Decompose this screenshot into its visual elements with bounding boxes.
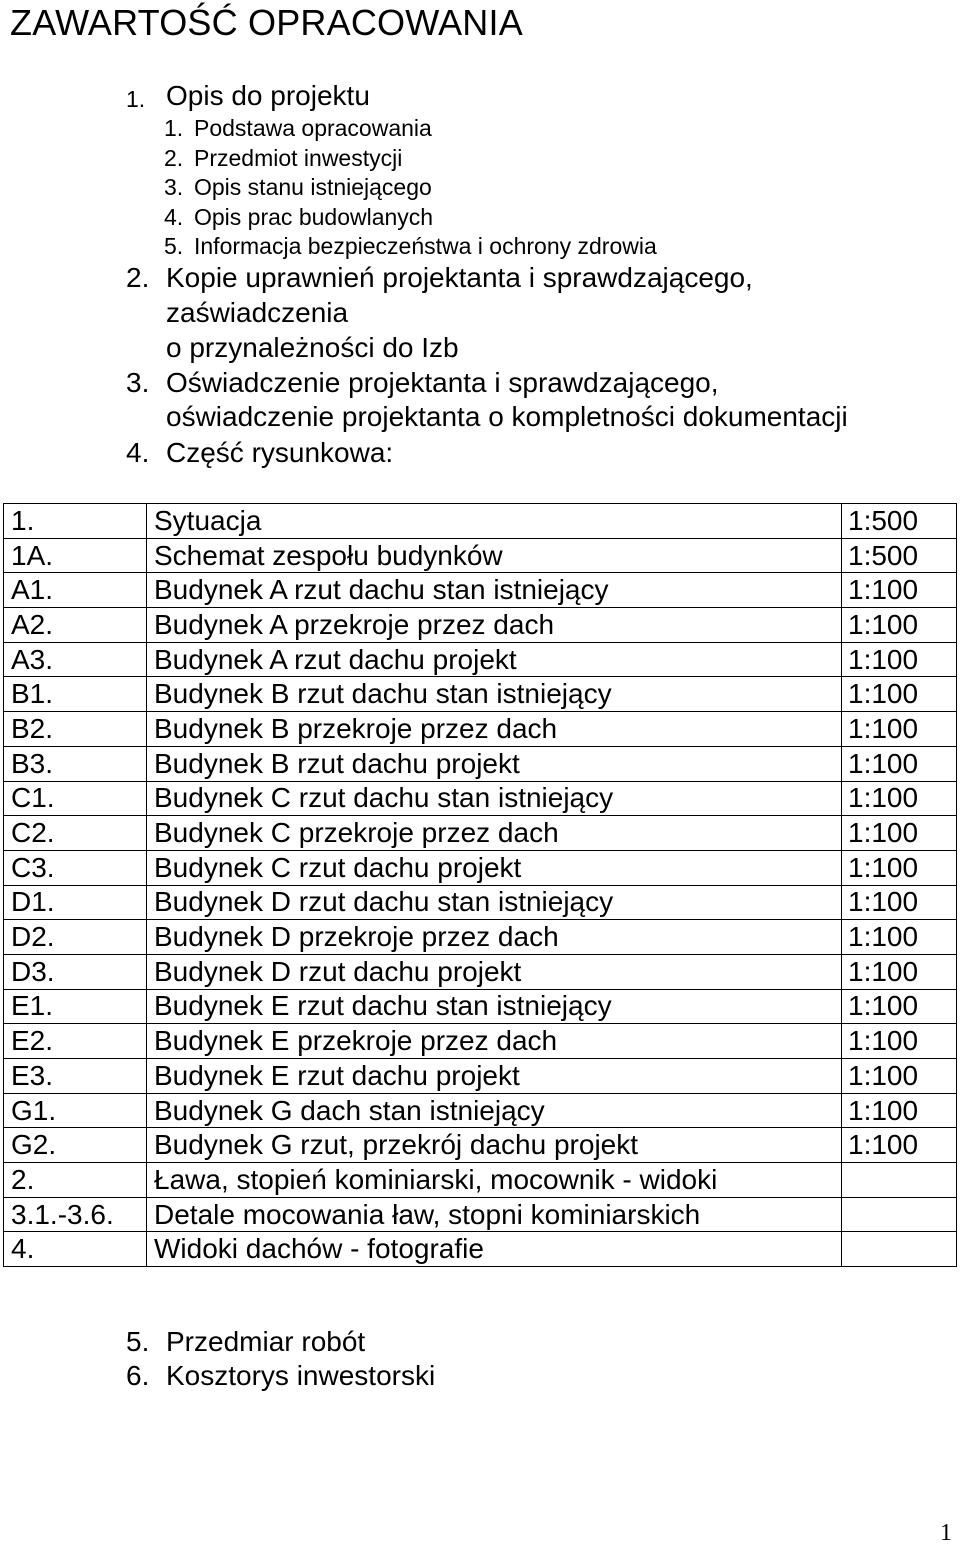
subitem-number: 2.	[164, 145, 184, 171]
item-label: Przedmiar robót	[166, 1326, 366, 1357]
item-label: Opis do projektu	[166, 80, 370, 111]
drawing-name-cell: Schemat zespołu budynków	[147, 538, 842, 573]
item-line: Oświadczenie projektanta i sprawdzającego,	[166, 367, 719, 398]
subitem-number: 5.	[164, 233, 184, 259]
drawing-scale-cell: 1:100	[842, 816, 957, 851]
drawing-row	[4, 1128, 957, 1163]
drawing-number-cell: E1.	[4, 989, 147, 1024]
page-number: 1	[940, 1520, 952, 1546]
drawing-number-cell: D2.	[4, 920, 147, 955]
drawings-table-body	[4, 504, 957, 1267]
drawing-row	[4, 712, 957, 747]
drawing-number-cell: B2.	[4, 712, 147, 747]
drawing-scale-cell: 1:100	[842, 1059, 957, 1094]
subitem-number: 4.	[164, 204, 184, 230]
drawing-number-cell: 4.	[4, 1232, 147, 1267]
drawing-row	[4, 920, 957, 955]
drawing-scale-cell: 1:100	[842, 920, 957, 955]
drawing-row	[4, 954, 957, 989]
item-label: Kosztorys inwestorski	[166, 1360, 436, 1391]
item-number: 2.	[126, 262, 150, 293]
drawing-scale-cell: 1:100	[842, 642, 957, 677]
drawing-number-cell: B1.	[4, 677, 147, 712]
drawing-name-cell: Budynek A rzut dachu stan istniejący	[147, 573, 842, 608]
drawing-number-cell: 3.1.-3.6.	[4, 1197, 147, 1232]
item-line: oświadczenie projektanta o kompletności dokumentacji	[166, 401, 848, 432]
drawing-scale-cell: 1:100	[842, 850, 957, 885]
drawing-scale-cell	[842, 1197, 957, 1232]
drawing-row	[4, 1232, 957, 1267]
drawing-scale-cell: 1:100	[842, 608, 957, 643]
item-number: 3.	[126, 367, 150, 398]
drawing-number-cell: A2.	[4, 608, 147, 643]
drawing-name-cell: Budynek C przekroje przez dach	[147, 816, 842, 851]
drawing-name-cell: Budynek C rzut dachu projekt	[147, 850, 842, 885]
drawing-row	[4, 677, 957, 712]
drawing-row	[4, 642, 957, 677]
drawing-row	[4, 885, 957, 920]
subitem-number: 1.	[164, 115, 184, 141]
drawing-name-cell: Budynek A rzut dachu projekt	[147, 642, 842, 677]
drawing-name-cell: Ława, stopień kominiarski, mocownik - widoki	[147, 1163, 842, 1198]
drawing-scale-cell: 1:500	[842, 504, 957, 539]
drawing-row	[4, 1059, 957, 1094]
drawing-number-cell: C3.	[4, 850, 147, 885]
drawing-scale-cell: 1:500	[842, 538, 957, 573]
drawing-scale-cell	[842, 1232, 957, 1267]
subitem-label: Przedmiot inwestycji	[194, 145, 403, 171]
drawing-name-cell: Budynek E przekroje przez dach	[147, 1024, 842, 1059]
item-line: zaświadczenia	[166, 297, 349, 328]
subitem-label: Opis stanu istniejącego	[194, 174, 432, 200]
subitem-label: Opis prac budowlanych	[194, 204, 434, 230]
drawing-number-cell: 1A.	[4, 538, 147, 573]
drawing-row	[4, 850, 957, 885]
item-line: o przynależności do Izb	[166, 332, 459, 363]
drawing-scale-cell: 1:100	[842, 989, 957, 1024]
subitem-number: 3.	[164, 174, 184, 200]
item-label: Część rysunkowa:	[166, 437, 394, 468]
drawing-row	[4, 504, 957, 539]
drawings-table	[3, 503, 957, 1267]
drawing-name-cell: Budynek E rzut dachu stan istniejący	[147, 989, 842, 1024]
drawing-scale-cell: 1:100	[842, 885, 957, 920]
item-number: 5.	[126, 1326, 150, 1357]
drawing-row	[4, 1093, 957, 1128]
drawing-number-cell: E3.	[4, 1059, 147, 1094]
drawing-name-cell: Sytuacja	[147, 504, 842, 539]
drawing-scale-cell: 1:100	[842, 677, 957, 712]
drawing-number-cell: A3.	[4, 642, 147, 677]
drawing-name-cell: Budynek B rzut dachu stan istniejący	[147, 677, 842, 712]
drawing-name-cell: Budynek B rzut dachu projekt	[147, 746, 842, 781]
drawing-scale-cell: 1:100	[842, 781, 957, 816]
drawing-row	[4, 1163, 957, 1198]
drawing-row	[4, 573, 957, 608]
drawing-scale-cell: 1:100	[842, 712, 957, 747]
drawing-number-cell: C1.	[4, 781, 147, 816]
drawing-scale-cell	[842, 1163, 957, 1198]
subitem-label: Informacja bezpieczeństwa i ochrony zdrowia	[194, 233, 657, 259]
drawing-number-cell: 2.	[4, 1163, 147, 1198]
drawing-row	[4, 1024, 957, 1059]
drawing-name-cell: Budynek G dach stan istniejący	[147, 1093, 842, 1128]
drawing-scale-cell: 1:100	[842, 1093, 957, 1128]
drawing-number-cell: E2.	[4, 1024, 147, 1059]
drawing-number-cell: D3.	[4, 954, 147, 989]
drawing-number-cell: G1.	[4, 1093, 147, 1128]
drawing-row	[4, 989, 957, 1024]
drawing-number-cell: C2.	[4, 816, 147, 851]
drawing-number-cell: B3.	[4, 746, 147, 781]
drawing-scale-cell: 1:100	[842, 1128, 957, 1163]
drawing-row	[4, 816, 957, 851]
document-title: ZAWARTOŚĆ OPRACOWANIA	[10, 2, 523, 43]
drawing-row	[4, 746, 957, 781]
drawing-name-cell: Budynek A przekroje przez dach	[147, 608, 842, 643]
drawing-name-cell: Budynek D przekroje przez dach	[147, 920, 842, 955]
drawing-name-cell: Detale mocowania ław, stopni kominiarskich	[147, 1197, 842, 1232]
drawing-name-cell: Budynek D rzut dachu projekt	[147, 954, 842, 989]
item-number: 6.	[126, 1360, 150, 1391]
drawing-scale-cell: 1:100	[842, 954, 957, 989]
drawing-number-cell: A1.	[4, 573, 147, 608]
drawing-name-cell: Budynek G rzut, przekrój dachu projekt	[147, 1128, 842, 1163]
drawing-row	[4, 1197, 957, 1232]
drawing-name-cell: Widoki dachów - fotografie	[147, 1232, 842, 1267]
item-number: 4.	[126, 437, 150, 468]
drawing-name-cell: Budynek D rzut dachu stan istniejący	[147, 885, 842, 920]
item-number: 1.	[126, 86, 146, 112]
drawing-number-cell: D1.	[4, 885, 147, 920]
drawing-name-cell: Budynek C rzut dachu stan istniejący	[147, 781, 842, 816]
item-line: Kopie uprawnień projektanta i sprawdzającego,	[166, 262, 753, 293]
drawing-number-cell: G2.	[4, 1128, 147, 1163]
drawing-scale-cell: 1:100	[842, 573, 957, 608]
drawing-name-cell: Budynek B przekroje przez dach	[147, 712, 842, 747]
drawing-name-cell: Budynek E rzut dachu projekt	[147, 1059, 842, 1094]
drawing-row	[4, 608, 957, 643]
drawing-scale-cell: 1:100	[842, 746, 957, 781]
drawing-row	[4, 538, 957, 573]
subitem-label: Podstawa opracowania	[194, 115, 432, 141]
drawing-scale-cell: 1:100	[842, 1024, 957, 1059]
drawing-number-cell: 1.	[4, 504, 147, 539]
drawing-row	[4, 781, 957, 816]
